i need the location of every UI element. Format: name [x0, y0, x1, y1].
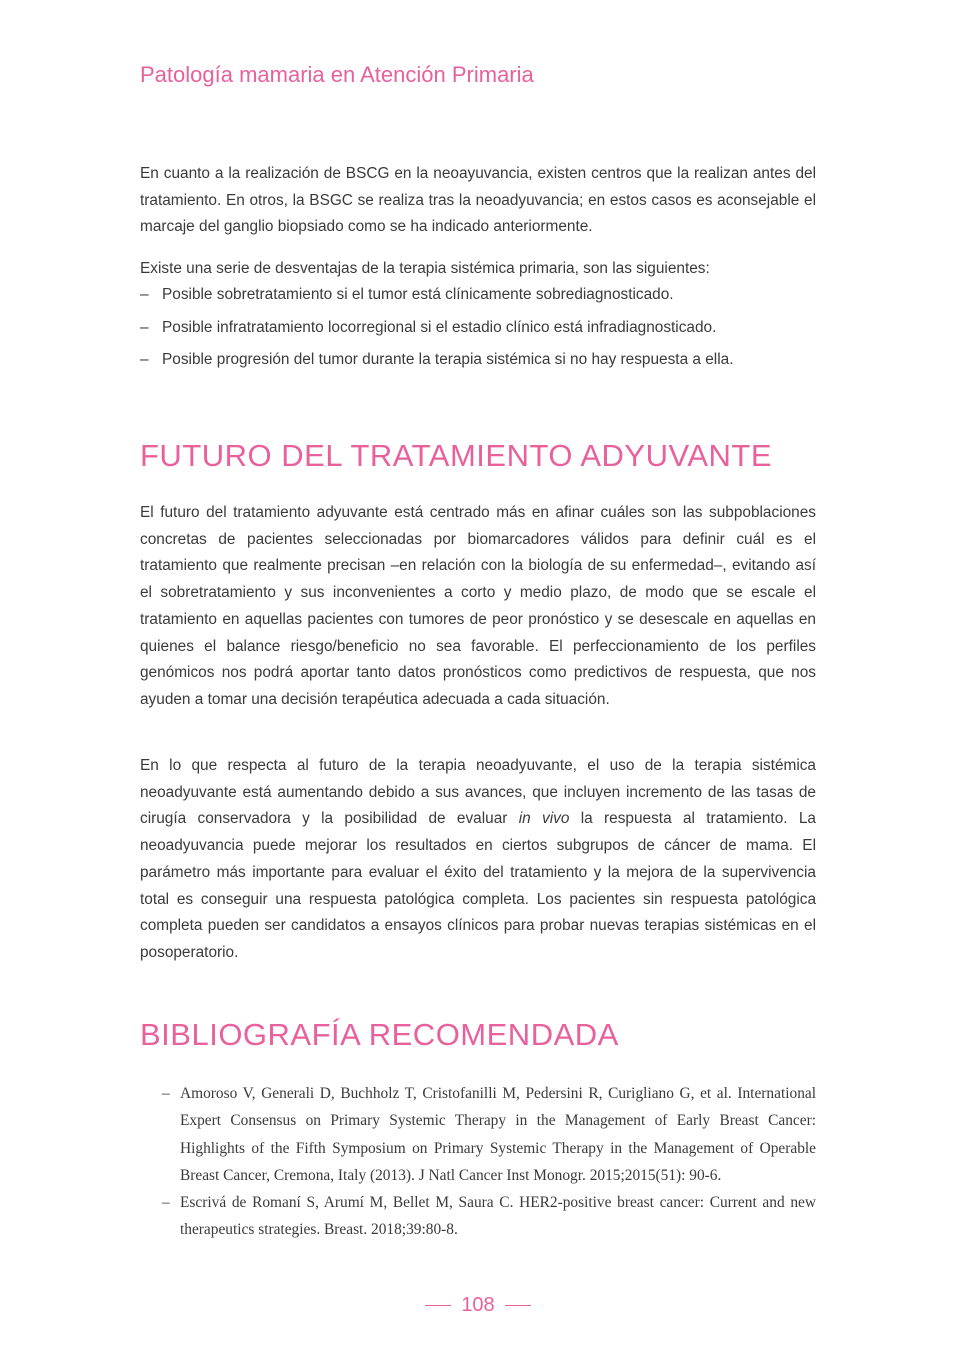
- page-number-footer: [0, 1294, 956, 1317]
- list-item: [140, 347, 830, 373]
- list-item-text: Posible infratratamiento locorregional si el estadio clínico está infradiagnosticado.: [162, 318, 717, 336]
- list-dash: –: [140, 318, 149, 336]
- paragraph-disadvantages-intro: Existe una serie de desventajas de la terapia sistémica primaria, son las siguientes:: [140, 260, 710, 277]
- list-item-text: Posible sobretratamiento si el tumor está clínicamente sobrediagnosticado.: [162, 286, 674, 303]
- section-heading-futuro: FUTURO DEL TRATAMIENTO ADYUVANTE: [140, 438, 773, 473]
- running-header: Patología mamaria en Atención Primaria: [140, 62, 534, 87]
- list-dash: –: [162, 1085, 170, 1102]
- reference-item: [162, 1189, 816, 1244]
- list-dash: –: [162, 1194, 170, 1212]
- reference-list: [162, 1080, 816, 1244]
- list-item: [140, 282, 830, 308]
- list-dash: –: [140, 351, 149, 368]
- paragraph-bscg: En cuanto a la realización de BSCG en la neoayuvancia, existen centros que la realizan antes del tratamiento. En otros, la BSGC se realiza tras la neoadyuvancia; en estos casos es aconsejable el marcaje del ganglio biopsiado como se ha indicado anteriormente.: [140, 165, 816, 236]
- italic-term: in vivo: [518, 810, 570, 828]
- paragraph-text: la respuesta al tratamiento. La neoadyuvancia puede mejorar los resultados en ciertos subgrupos de cáncer de mama. El parámetro más importante para evaluar el éxito del tratamiento y la mejora de la supervivencia total es conseguir una respuesta patológica completa. Los pacientes sin respuesta patológica completa pueden ser candidatos a ensayos clínicos para probar nuevas terapias sistémicas en el posoperatorio.: [140, 810, 816, 961]
- reference-text: Escrivá de Romaní S, Arumí M, Bellet M, Saura C. HER2-positive breast cancer: Current and new therapeutics strategies. Breast. 2018;39:80-8.: [180, 1194, 816, 1239]
- decorative-rule: [425, 1305, 451, 1306]
- paragraph-text: En lo que respecta al futuro de la terapia neoadyuvante, el uso de la terapia sistémica neoadyuvante está aumentando debido a sus avances, que incluyen incremento de las tasas de cirugía conservadora y la posibilidad de evaluar: [140, 757, 816, 828]
- decorative-rule: [505, 1305, 531, 1306]
- section-heading-bibliografia: BIBLIOGRAFÍA RECOMENDADA: [140, 1017, 619, 1052]
- list-item-text: Posible progresión del tumor durante la terapia sistémica si no hay respuesta a ella.: [162, 351, 734, 368]
- paragraph-futuro-neoadyuvante: [140, 753, 816, 967]
- reference-item: [162, 1080, 816, 1189]
- list-item: [140, 315, 830, 341]
- disadvantages-list: [140, 282, 830, 380]
- list-dash: –: [140, 286, 149, 303]
- reference-text: Amoroso V, Generali D, Buchholz T, Cristofanilli M, Pedersini R, Curigliano G, et al. International Expert Consensus on Primary Systemic Therapy in the Management of Early Breast Cancer: Highlights of the Fifth Symposium on Primary Systemic Therapy in the Management of Operable Breast Cancer, Cremona, Italy (2013). J Natl Cancer Inst Monogr. 2015;2015(51): 90-6.: [180, 1085, 816, 1184]
- page-number: 108: [461, 1294, 495, 1316]
- paragraph-futuro-adyuvante: El futuro del tratamiento adyuvante está centrado más en afinar cuáles son las subpoblaciones concretas de pacientes seleccionadas por biomarcadores válidos para definir cuál es el tratamiento que realmente precisan –en relación con la biología de su enfermedad–, evitando así el sobretratamiento y sus inconvenientes a corto y medio plazo, de modo que se escale el tratamiento en aquellas pacientes con tumores de peor pronóstico y se desescale en aquellas en quienes el balance riesgo/beneficio no sea favorable. El perfeccionamiento de los perfiles genómicos nos podrá aportar tanto datos pronósticos como predictivos de respuesta, que nos ayuden a tomar una decisión terapéutica adecuada a cada situación.: [140, 504, 816, 708]
